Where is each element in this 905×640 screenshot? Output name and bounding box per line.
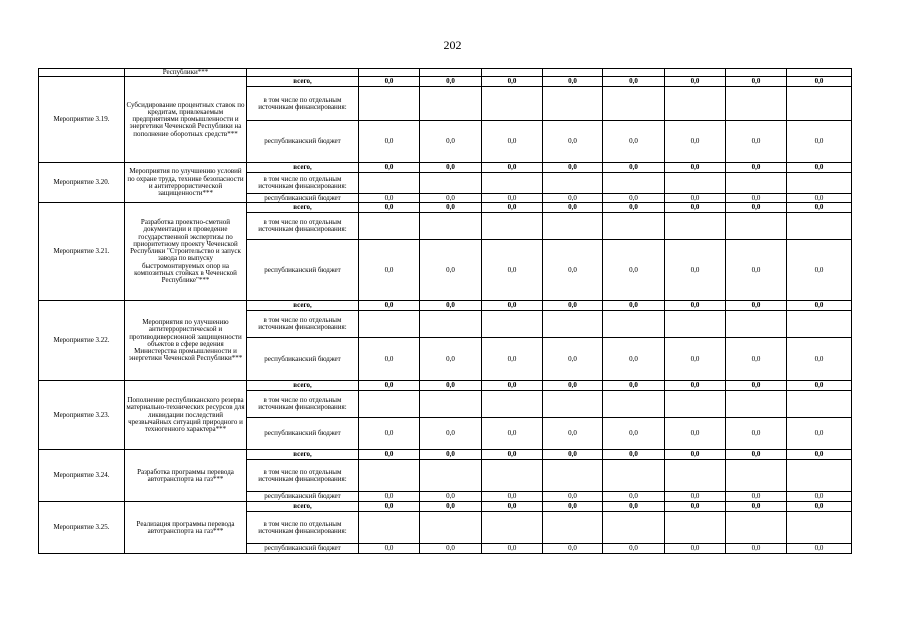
value-empty: [665, 512, 726, 544]
value-empty: [665, 391, 726, 418]
value-republic: 0,0: [359, 418, 420, 450]
event-description: Субсидирование процентных ставок по кредитам, привлекаемым предприятиями промышленности и энергетики Чеченской Республики на пополнение оборотных средств***: [125, 77, 247, 163]
value-republic: 0,0: [359, 544, 420, 554]
value-empty: [603, 460, 665, 492]
event-description: Разработка проектно-сметной документации и проведение государственной экспертизы по приоритетному проекту Чеченской Республики "Строительство и запуск завода по выпуску быстромонтируемых опор на композитных стойках в Чеченской Республике"***: [125, 203, 247, 301]
value-republic: 0,0: [482, 492, 543, 502]
value-empty: [482, 311, 543, 338]
value-republic: 0,0: [726, 418, 787, 450]
source-republic-label: республиканский бюджет: [247, 338, 359, 381]
source-incl-label: в том числе по отдельным источникам финансирования:: [247, 87, 359, 121]
value-republic: 0,0: [543, 418, 603, 450]
value-total: 0,0: [603, 502, 665, 512]
source-republic-label: республиканский бюджет: [247, 544, 359, 554]
value-republic: 0,0: [420, 544, 482, 554]
value-total: 0,0: [726, 203, 787, 213]
value-republic: 0,0: [603, 194, 665, 203]
event-description: Республики***: [125, 69, 247, 77]
value-empty: [543, 311, 603, 338]
value-total: 0,0: [543, 203, 603, 213]
value-cell: [603, 69, 665, 77]
value-total: 0,0: [665, 301, 726, 311]
value-republic: 0,0: [665, 194, 726, 203]
value-empty: [603, 173, 665, 194]
event-description: Пополнение республиканского резерва материально-технических ресурсов для ликвидации последствий чрезвычайных ситуаций природного и техногенного характера***: [125, 381, 247, 450]
value-republic: 0,0: [543, 194, 603, 203]
value-republic: 0,0: [420, 418, 482, 450]
value-republic: 0,0: [665, 492, 726, 502]
value-empty: [420, 512, 482, 544]
source-total-label: всего,: [247, 163, 359, 173]
source-total-label: всего,: [247, 502, 359, 512]
value-republic: 0,0: [359, 492, 420, 502]
value-empty: [665, 87, 726, 121]
value-total: 0,0: [543, 381, 603, 391]
value-empty: [420, 173, 482, 194]
source-total-label: всего,: [247, 301, 359, 311]
table-row: [39, 502, 852, 512]
table-row: [39, 69, 852, 77]
value-empty: [726, 213, 787, 240]
value-empty: [665, 311, 726, 338]
value-republic: 0,0: [603, 240, 665, 301]
value-empty: [420, 311, 482, 338]
value-total: 0,0: [726, 502, 787, 512]
value-republic: 0,0: [665, 240, 726, 301]
value-cell: [665, 69, 726, 77]
value-empty: [787, 173, 852, 194]
value-total: 0,0: [482, 203, 543, 213]
value-empty: [603, 391, 665, 418]
value-empty: [482, 460, 543, 492]
value-empty: [420, 87, 482, 121]
value-republic: 0,0: [665, 121, 726, 163]
value-republic: 0,0: [420, 492, 482, 502]
value-total: 0,0: [603, 381, 665, 391]
value-empty: [787, 87, 852, 121]
value-total: 0,0: [665, 203, 726, 213]
source-incl-label: в том числе по отдельным источникам финансирования:: [247, 311, 359, 338]
value-republic: 0,0: [359, 338, 420, 381]
value-empty: [420, 391, 482, 418]
event-id: Мероприятие 3.22.: [39, 301, 125, 381]
value-total: 0,0: [420, 77, 482, 87]
value-empty: [543, 87, 603, 121]
source-republic-label: республиканский бюджет: [247, 194, 359, 203]
value-republic: 0,0: [726, 121, 787, 163]
value-empty: [543, 512, 603, 544]
value-republic: 0,0: [665, 544, 726, 554]
value-total: 0,0: [787, 163, 852, 173]
event-description: Мероприятия по улучшению условий по охране труда, технике безопасности и антитеррористической защищенности***: [125, 163, 247, 203]
value-republic: 0,0: [665, 418, 726, 450]
value-total: 0,0: [787, 301, 852, 311]
value-republic: 0,0: [420, 194, 482, 203]
value-cell: [359, 69, 420, 77]
value-total: 0,0: [482, 450, 543, 460]
value-empty: [482, 213, 543, 240]
source-cell: [247, 69, 359, 77]
value-empty: [665, 213, 726, 240]
value-republic: 0,0: [787, 240, 852, 301]
value-total: 0,0: [726, 381, 787, 391]
value-empty: [482, 391, 543, 418]
value-empty: [543, 173, 603, 194]
value-republic: 0,0: [726, 240, 787, 301]
value-empty: [665, 460, 726, 492]
value-total: 0,0: [665, 502, 726, 512]
value-republic: 0,0: [420, 240, 482, 301]
value-empty: [359, 512, 420, 544]
value-total: 0,0: [482, 301, 543, 311]
value-republic: 0,0: [665, 338, 726, 381]
value-empty: [359, 87, 420, 121]
value-empty: [420, 213, 482, 240]
value-empty: [787, 213, 852, 240]
value-total: 0,0: [359, 163, 420, 173]
source-incl-label: в том числе по отдельным источникам финансирования:: [247, 512, 359, 544]
value-republic: 0,0: [726, 338, 787, 381]
table-row: [39, 381, 852, 391]
value-empty: [359, 311, 420, 338]
value-empty: [787, 460, 852, 492]
value-republic: 0,0: [482, 338, 543, 381]
value-empty: [543, 213, 603, 240]
value-total: 0,0: [482, 381, 543, 391]
value-republic: 0,0: [420, 338, 482, 381]
event-cell: [39, 69, 125, 77]
source-republic-label: республиканский бюджет: [247, 240, 359, 301]
value-total: 0,0: [543, 163, 603, 173]
value-empty: [665, 173, 726, 194]
value-empty: [787, 512, 852, 544]
value-total: 0,0: [665, 163, 726, 173]
value-total: 0,0: [665, 450, 726, 460]
table-row: [39, 301, 852, 311]
value-total: 0,0: [787, 502, 852, 512]
value-republic: 0,0: [543, 492, 603, 502]
event-id: Мероприятие 3.24.: [39, 450, 125, 502]
value-republic: 0,0: [787, 492, 852, 502]
value-total: 0,0: [665, 381, 726, 391]
value-total: 0,0: [420, 381, 482, 391]
value-cell: [543, 69, 603, 77]
value-republic: 0,0: [726, 544, 787, 554]
value-empty: [603, 512, 665, 544]
source-incl-label: в том числе по отдельным источникам финансирования:: [247, 460, 359, 492]
value-republic: 0,0: [359, 121, 420, 163]
value-total: 0,0: [359, 301, 420, 311]
value-empty: [420, 460, 482, 492]
source-total-label: всего,: [247, 450, 359, 460]
source-total-label: всего,: [247, 381, 359, 391]
value-republic: 0,0: [543, 544, 603, 554]
source-incl-label: в том числе по отдельным источникам финансирования:: [247, 213, 359, 240]
value-total: 0,0: [787, 450, 852, 460]
value-cell: [420, 69, 482, 77]
value-empty: [603, 213, 665, 240]
value-total: 0,0: [359, 77, 420, 87]
funding-table: [38, 68, 852, 554]
value-republic: 0,0: [482, 240, 543, 301]
event-description: Разработка программы перевода автотранспорта на газ***: [125, 450, 247, 502]
value-total: 0,0: [665, 77, 726, 87]
value-total: 0,0: [603, 203, 665, 213]
event-description: Мероприятия по улучшению антитеррористической и противодиверсионной защищенности объектов в сфере ведения Министерства промышленности и энергетики Чеченской Республики***: [125, 301, 247, 381]
value-total: 0,0: [603, 163, 665, 173]
value-republic: 0,0: [787, 121, 852, 163]
value-empty: [482, 512, 543, 544]
value-total: 0,0: [359, 381, 420, 391]
value-total: 0,0: [543, 450, 603, 460]
page-number: 202: [443, 38, 462, 52]
value-total: 0,0: [787, 203, 852, 213]
value-republic: 0,0: [787, 194, 852, 203]
value-empty: [359, 460, 420, 492]
source-total-label: всего,: [247, 77, 359, 87]
value-republic: 0,0: [482, 544, 543, 554]
value-total: 0,0: [543, 77, 603, 87]
value-cell: [787, 69, 852, 77]
value-total: 0,0: [420, 450, 482, 460]
value-empty: [787, 311, 852, 338]
event-id: Мероприятие 3.25.: [39, 502, 125, 554]
source-incl-label: в том числе по отдельным источникам финансирования:: [247, 173, 359, 194]
value-total: 0,0: [359, 203, 420, 213]
value-empty: [787, 391, 852, 418]
value-empty: [603, 311, 665, 338]
value-empty: [726, 87, 787, 121]
value-republic: 0,0: [603, 121, 665, 163]
value-republic: 0,0: [359, 194, 420, 203]
value-empty: [359, 213, 420, 240]
source-republic-label: республиканский бюджет: [247, 121, 359, 163]
value-total: 0,0: [359, 502, 420, 512]
event-id: Мероприятие 3.21.: [39, 203, 125, 301]
source-republic-label: республиканский бюджет: [247, 492, 359, 502]
value-empty: [726, 460, 787, 492]
value-total: 0,0: [603, 301, 665, 311]
value-republic: 0,0: [603, 544, 665, 554]
value-empty: [726, 391, 787, 418]
value-republic: 0,0: [787, 544, 852, 554]
value-cell: [726, 69, 787, 77]
value-total: 0,0: [543, 301, 603, 311]
value-republic: 0,0: [482, 121, 543, 163]
value-total: 0,0: [726, 450, 787, 460]
value-total: 0,0: [787, 381, 852, 391]
event-description: Реализация программы перевода автотранспорта на газ***: [125, 502, 247, 554]
value-republic: 0,0: [787, 418, 852, 450]
value-cell: [482, 69, 543, 77]
value-republic: 0,0: [359, 240, 420, 301]
value-total: 0,0: [603, 450, 665, 460]
value-empty: [543, 460, 603, 492]
value-republic: 0,0: [603, 492, 665, 502]
source-incl-label: в том числе по отдельным источникам финансирования:: [247, 391, 359, 418]
value-republic: 0,0: [726, 492, 787, 502]
value-republic: 0,0: [543, 338, 603, 381]
value-total: 0,0: [726, 163, 787, 173]
event-id: Мероприятие 3.20.: [39, 163, 125, 203]
source-republic-label: республиканский бюджет: [247, 418, 359, 450]
value-republic: 0,0: [543, 121, 603, 163]
table-row: [39, 163, 852, 173]
value-total: 0,0: [420, 502, 482, 512]
table-row: [39, 203, 852, 213]
value-total: 0,0: [420, 301, 482, 311]
value-republic: 0,0: [726, 194, 787, 203]
value-republic: 0,0: [482, 194, 543, 203]
table-row: [39, 77, 852, 87]
event-id: Мероприятие 3.19.: [39, 77, 125, 163]
value-empty: [482, 173, 543, 194]
value-republic: 0,0: [420, 121, 482, 163]
value-empty: [359, 173, 420, 194]
value-empty: [543, 391, 603, 418]
value-empty: [359, 391, 420, 418]
value-total: 0,0: [543, 502, 603, 512]
value-republic: 0,0: [603, 418, 665, 450]
value-total: 0,0: [726, 77, 787, 87]
value-empty: [726, 512, 787, 544]
value-total: 0,0: [603, 77, 665, 87]
value-republic: 0,0: [482, 418, 543, 450]
value-empty: [603, 87, 665, 121]
value-total: 0,0: [482, 502, 543, 512]
value-republic: 0,0: [543, 240, 603, 301]
value-total: 0,0: [359, 450, 420, 460]
value-total: 0,0: [787, 77, 852, 87]
value-republic: 0,0: [787, 338, 852, 381]
value-empty: [726, 311, 787, 338]
value-total: 0,0: [420, 163, 482, 173]
value-total: 0,0: [482, 163, 543, 173]
table-row: [39, 450, 852, 460]
value-total: 0,0: [420, 203, 482, 213]
source-total-label: всего,: [247, 203, 359, 213]
value-empty: [482, 87, 543, 121]
value-empty: [726, 173, 787, 194]
value-total: 0,0: [482, 77, 543, 87]
value-total: 0,0: [726, 301, 787, 311]
event-id: Мероприятие 3.23.: [39, 381, 125, 450]
value-republic: 0,0: [603, 338, 665, 381]
